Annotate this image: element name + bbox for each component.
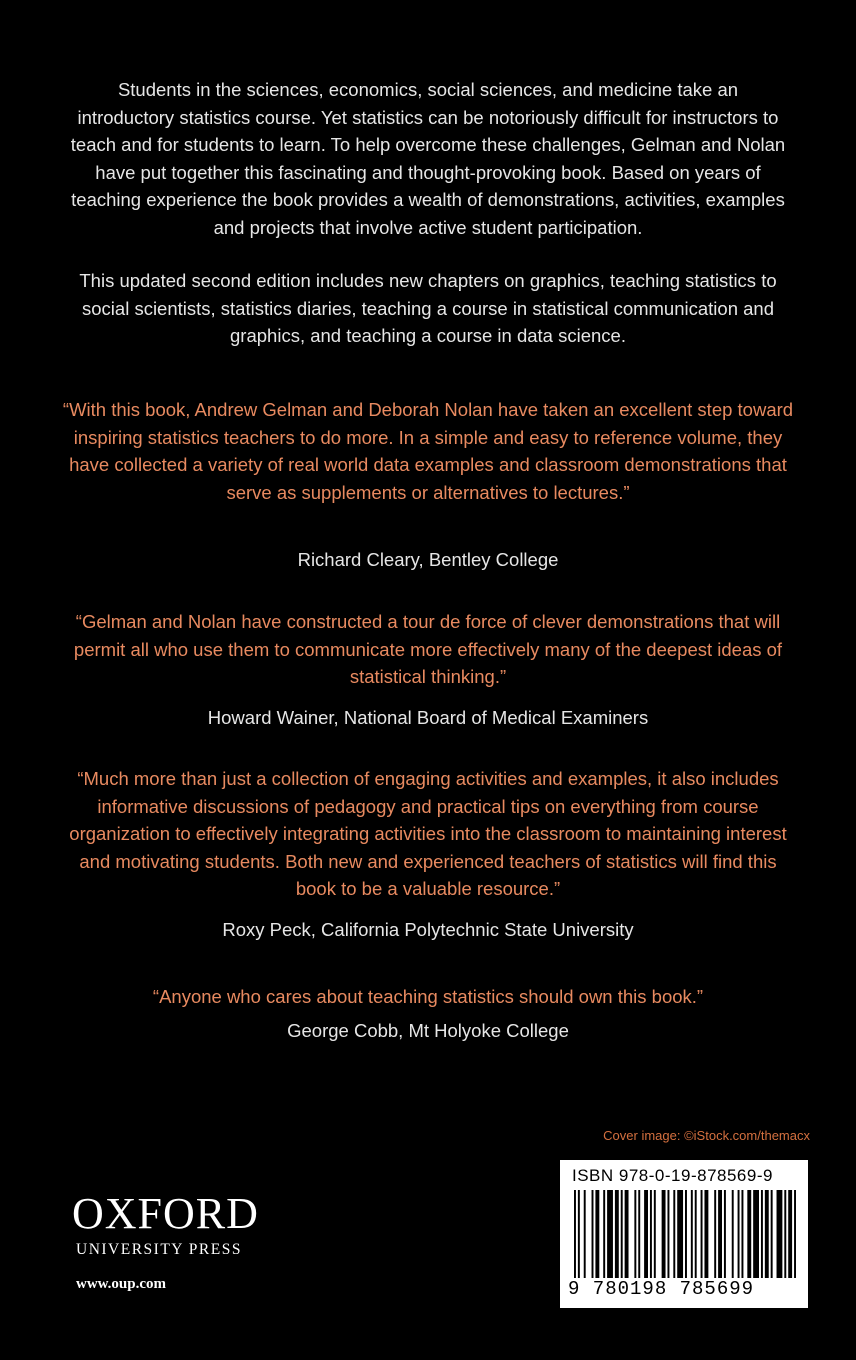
barcode-bar [765,1190,769,1282]
barcode-bar [654,1190,656,1282]
review-quote-1: “With this book, Andrew Gelman and Deborah Nolan have taken an excellent step toward inspiring statistics teachers to do more. In a simple and easy to reference volume, they have collected a variety of real world data examples and classroom demonstrations that serve as supplements or alternatives to lectures.” [62,399,794,503]
barcode-bar [738,1190,740,1282]
barcode-bar [718,1190,722,1282]
barcode-bar [584,1190,586,1282]
review-quote-2: “Gelman and Nolan have constructed a tour de force of clever demonstrations that will permit all who use them to communicate more effectively many of the deepest ideas of statistical thinking.” [73,611,783,687]
review-attribution-4: George Cobb, Mt Holyoke College [287,1020,569,1041]
barcode-bar [701,1190,703,1282]
barcode-bar [673,1190,675,1282]
barcode-bar [578,1190,580,1282]
barcode-bar [615,1190,619,1282]
barcode-bar [691,1190,693,1282]
barcode-bar [574,1190,576,1282]
barcode-bar [761,1190,763,1282]
barcode-bar [704,1190,708,1282]
barcode-bar [603,1190,605,1282]
barcode-bar [662,1190,666,1282]
description-paragraph-2: This updated second edition includes new chapters on graphics, teaching statistics to social scientists, statistics diaries, teaching a course in statistical communication and graphics, and teaching a course in data science. [79,270,777,346]
review-quote-4: “Anyone who cares about teaching statistics should own this book.” [152,986,704,1007]
barcode-bar [644,1190,648,1282]
publisher-subname: UNIVERSITY PRESS [76,1241,242,1258]
review-attribution-3: Roxy Peck, California Polytechnic State University [222,919,634,940]
barcode-bar [788,1190,792,1282]
review-attribution-1: Richard Cleary, Bentley College [297,549,559,570]
barcode-bar [595,1190,599,1282]
isbn-label: ISBN 978-0-19-878569-9 [572,1166,773,1185]
isbn-digits: 9 780198 785699 [568,1278,804,1300]
barcode-bar [794,1190,796,1282]
barcode-bar [592,1190,594,1282]
barcode-bar [634,1190,636,1282]
barcode-bar [625,1190,629,1282]
review-attribution-2: Howard Wainer, National Board of Medical Examiners [207,707,649,728]
publisher-url[interactable]: www.oup.com [76,1276,167,1292]
barcode-bar [714,1190,716,1282]
description-paragraph-1: Students in the sciences, economics, social sciences, and medicine take an introductory statistics course. Yet statistics can be notoriously difficult for instructors to teach and for students to learn. To help overcome these challenges, Gelman and Nolan have put together this fascinating and thought-provoking book. Based on years of teaching experience the book provides a wealth of demonstrations, activities, examples and projects that involve active student participation. [70,79,786,238]
barcode-bar [677,1190,683,1282]
barcode-bar [724,1190,726,1282]
barcode-bars [574,1190,796,1282]
publisher-logo: OXFORD [72,1189,259,1238]
barcode-bar [667,1190,669,1282]
isbn-barcode [560,1160,808,1308]
barcode-bar [771,1190,773,1282]
barcode-bar [607,1190,613,1282]
review-quote-3: “Much more than just a collection of engaging activities and examples, it also includes informative discussions of pedagogy and practical tips on everything from course organization to effectively integrating activities into the classroom to maintaining interest and motivating students. Both new and experienced teachers of statistics will find this book to be a valuable resource.” [69,768,787,899]
barcode-bar [747,1190,751,1282]
barcode-bar [777,1190,783,1282]
barcode-bar [685,1190,687,1282]
barcode-bar [695,1190,697,1282]
barcode-bar [638,1190,640,1282]
barcode-bar [753,1190,759,1282]
barcode-bar [732,1190,734,1282]
barcode-bar [784,1190,786,1282]
cover-image-credit: Cover image: ©iStock.com/themacx [603,1128,810,1143]
barcode-bar [741,1190,743,1282]
barcode-bar [650,1190,652,1282]
barcode-bar [621,1190,623,1282]
